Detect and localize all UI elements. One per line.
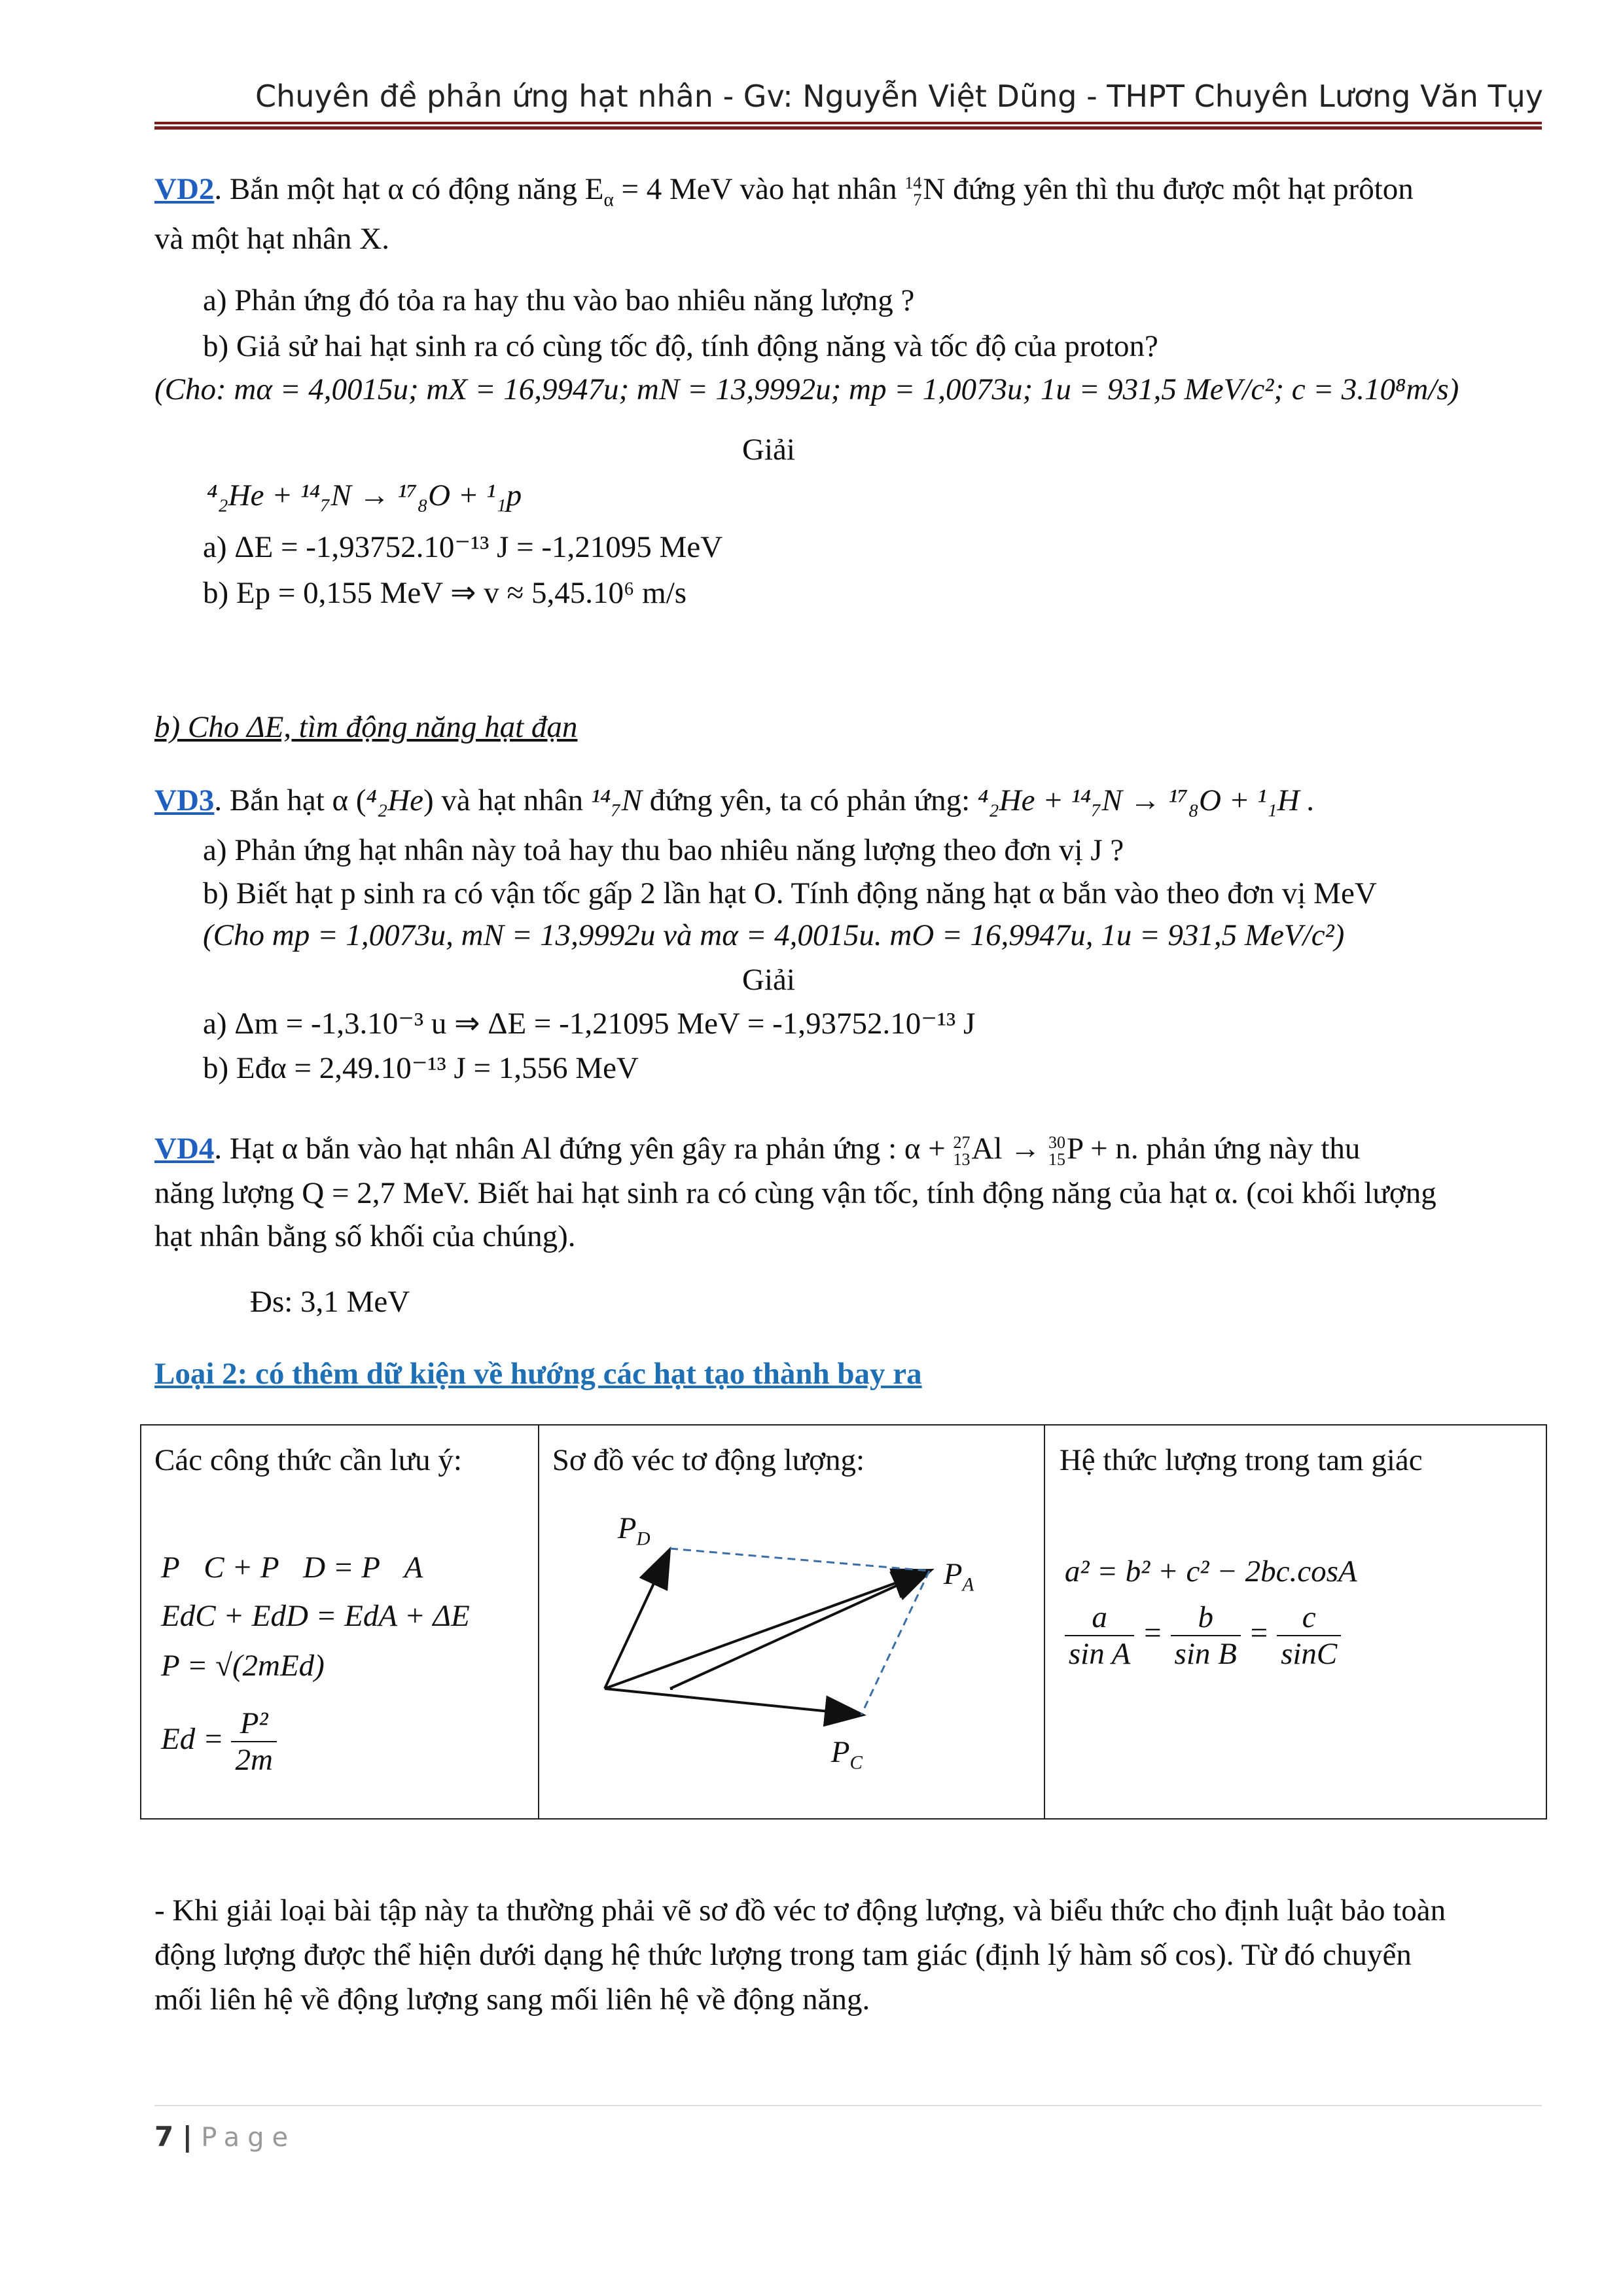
formula-kinetic-energy: Ed = $\frac{\text{P²}}{2m}$ <box>161 1706 277 1778</box>
page-word: Page <box>201 2123 296 2153</box>
momentum-vector-diagram <box>539 1426 1046 1821</box>
formula-momentum-energy: P = √(2mEd) <box>161 1649 325 1683</box>
vector-pa <box>670 1571 929 1689</box>
header-rule <box>154 122 1542 124</box>
vd4-line1: VD4. Hạt α bắn vào hạt nhân Al đứng yên gây ra phản ứng : α + 27 13 Al → 30 15 P + n. phản ứng này thu <box>154 1132 1361 1170</box>
vd2-answer-a: a) ΔE = -1,93752.10⁻¹³ J = -1,21095 MeV <box>203 530 723 564</box>
vd3-question-b: b) Biết hạt p sinh ra có vận tốc gấp 2 lần hạt O. Tính động năng hạt α bắn vào theo đơn vị MeV <box>203 876 1377 910</box>
vd2-solution-heading: Giải <box>742 433 795 467</box>
vd2-tag: VD2 <box>154 172 215 206</box>
dashed-edge-top <box>670 1549 929 1571</box>
note-line2: động lượng được thể hiện dưới dạng hệ thức lượng trong tam giác (định lý hàm số cos). Từ đó chuyển <box>154 1938 1412 1972</box>
law-of-sines: $\frac{a}{\text{sin A}}$ = $\frac{b}{\text{sin B}}$ = $\frac{c}{\sin C}$ <box>1065 1600 1341 1672</box>
vd4-line2: năng lượng Q = 2,7 MeV. Biết hai hạt sinh ra có cùng vận tốc, tính động năng của hạt α. (coi khối lượng <box>154 1176 1436 1210</box>
vd3-question-a: a) Phản ứng hạt nhân này toả hay thu bao nhiêu năng lượng theo đơn vị J ? <box>203 833 1124 867</box>
page-number: 7 <box>154 2121 174 2153</box>
label-pa: $P_A$ <box>943 1557 974 1596</box>
vd2-question-b: b) Giả sử hai hạt sinh ra có cùng tốc độ, tính động năng và tốc độ của proton? <box>203 329 1158 363</box>
vd3-solution-heading: Giải <box>742 963 795 997</box>
page-header: Chuyên đề phản ứng hạt nhân - Gv: Nguyễn Việt Dũng - THPT Chuyên Lương Văn Tụy <box>255 79 1543 114</box>
vd3-given: (Cho mp = 1,0073u, mN = 13,9992u và mα = 4,0015u. mO = 16,9947u, 1u = 931,5 MeV/c²) <box>203 918 1345 952</box>
vector-pc <box>605 1689 861 1715</box>
vector-diagram-title: Sơ đồ véc tơ động lượng: <box>552 1443 865 1477</box>
aluminium-nuclide: 27 13 <box>953 1133 971 1170</box>
phosphorus-nuclide: 30 15 <box>1048 1133 1066 1170</box>
vd3-tag: VD3 <box>154 783 215 817</box>
label-pd: $P_D$ <box>617 1511 651 1550</box>
vd2-given: (Cho: mα = 4,0015u; mX = 16,9947u; mN = 13,9992u; mp = 1,0073u; 1u = 931,5 MeV/c²; c = 3.10⁸m/s) <box>154 372 1459 406</box>
vd4-tag: VD4 <box>154 1132 215 1166</box>
section-b-heading: b) Cho ΔE, tìm động năng hạt đạn <box>154 710 578 744</box>
formula-table <box>140 1424 1547 1820</box>
vd4-answer: Đs: 3,1 MeV <box>250 1285 410 1319</box>
vd4-line3: hạt nhân bằng số khối của chúng). <box>154 1219 576 1253</box>
loai2-heading: Loại 2: có thêm dữ kiện về hướng các hạt tạo thành bay ra <box>154 1357 922 1391</box>
triangle-relations-title: Hệ thức lượng trong tam giác <box>1059 1443 1423 1477</box>
vd2-reaction: ⁴₂He + ¹⁴₇N → ¹⁷₈O + ¹₁p <box>207 478 522 512</box>
formulas-cell <box>141 1425 539 1819</box>
header-rule-thick <box>154 126 1542 130</box>
formulas-title: Các công thức cần lưu ý: <box>154 1443 462 1477</box>
formula-momentum-sum: P⃗C + P⃗D = P⃗A <box>161 1551 423 1585</box>
vd3-line1: VD3. Bắn hạt α (⁴₂He) và hạt nhân ¹⁴₇N đứng yên, ta có phản ứng: ⁴₂He + ¹⁴₇N → ¹⁷₈O + ¹₁H . <box>154 783 1315 817</box>
vector-diagram-cell <box>539 1425 1044 1819</box>
vd2-line1: VD2. Bắn một hạt α có động năng $E_\alpha = 4$ MeV vào hạt nhân 14 7 N đứng yên thì thu được một hạt prôton <box>154 172 1414 211</box>
triangle-relations-cell <box>1044 1425 1546 1819</box>
label-pc: $P_C$ <box>830 1735 863 1774</box>
note-line1: - Khi giải loại bài tập này ta thường phải vẽ sơ đồ véc tơ động lượng, và biểu thức cho định luật bảo toàn <box>154 1893 1446 1928</box>
formula-energy-balance: EdC + EdD = EdA + ΔE <box>161 1599 470 1633</box>
vd2-question-a: a) Phản ứng đó tỏa ra hay thu vào bao nhiêu năng lượng ? <box>203 283 915 317</box>
page-footer: 7 | Page <box>154 2121 296 2153</box>
law-of-cosines: a² = b² + c² − 2bc.cosA <box>1064 1554 1357 1588</box>
vd3-answer-b: b) Eđα = 2,49.10⁻¹³ J = 1,556 MeV <box>203 1051 639 1085</box>
footer-rule <box>154 2105 1542 2106</box>
nitrogen-nuclide: 14 7 <box>904 173 922 210</box>
vd3-answer-a: a) Δm = -1,3.10⁻³ u ⇒ ΔE = -1,21095 MeV = -1,93752.10⁻¹³ J <box>203 1007 976 1041</box>
note-line3: mối liên hệ về động lượng sang mối liên hệ về động năng. <box>154 1982 870 2017</box>
vd2-line2: và một hạt nhân X. <box>154 222 389 256</box>
vd2-answer-b: b) Ep = 0,155 MeV ⇒ v ≈ 5,45.10⁶ m/s <box>203 576 687 610</box>
